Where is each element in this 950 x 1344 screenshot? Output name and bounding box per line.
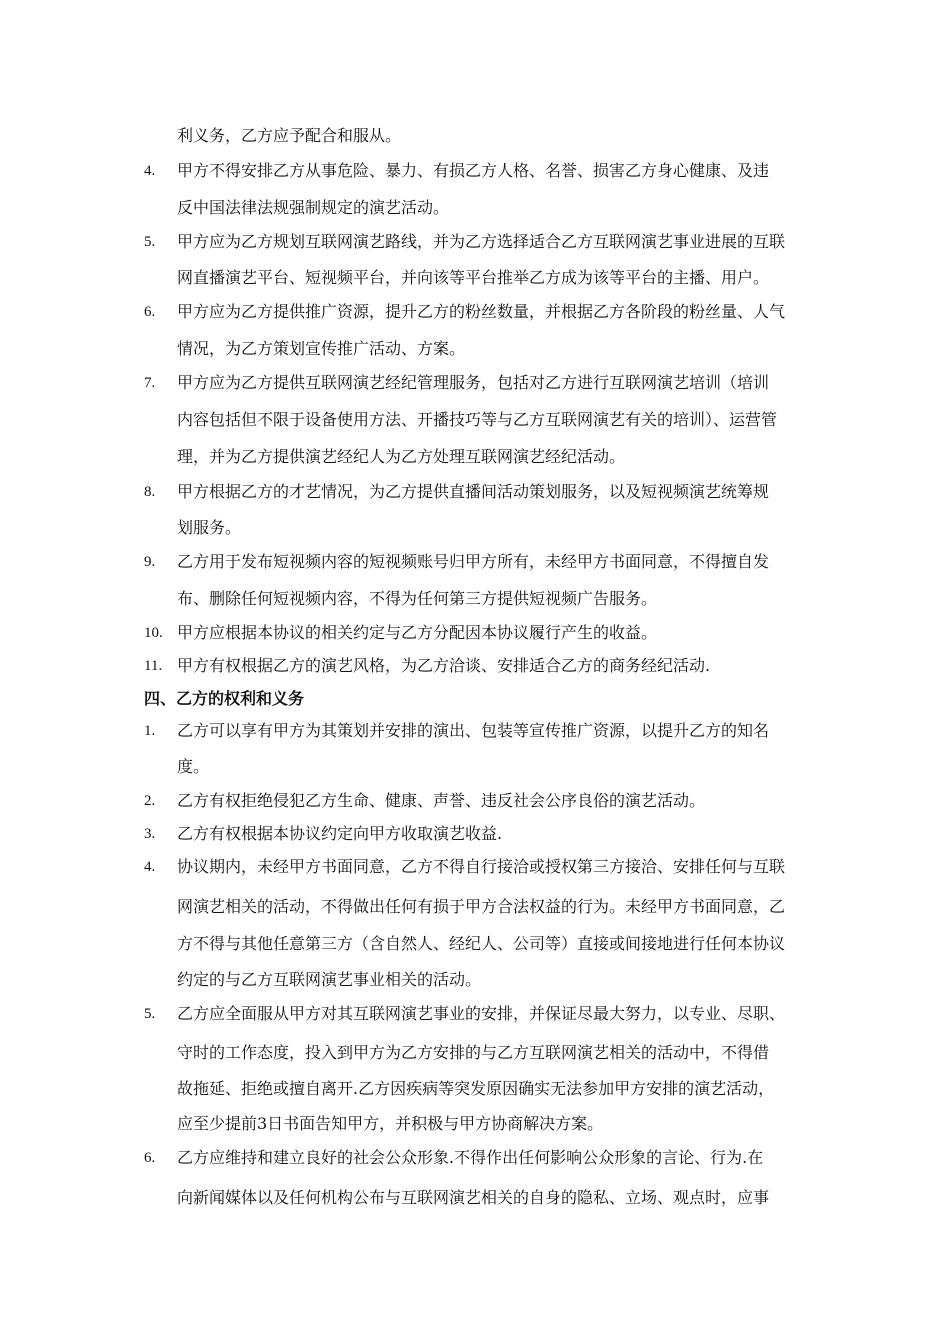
list-item-text: 度。	[177, 757, 210, 776]
list-item-number: 5.	[144, 234, 156, 250]
list-item-text: 约定的与乙方互联网演艺事业相关的活动。	[177, 970, 482, 989]
list-item-text: 故拖延、拒绝或擅自离开.乙方因疾病等突发原因确实无法参加甲方安排的演艺活动，	[177, 1079, 775, 1098]
list-item-text: 方不得与其他任意第三方（含自然人、经纪人、公司等）直接或间接地进行任何本协议	[177, 934, 786, 953]
list-item-number: 11.	[144, 658, 163, 674]
list-item-text: 甲方应为乙方提供推广资源，提升乙方的粉丝数量，并根据乙方各阶段的粉丝量、人气	[177, 302, 786, 321]
list-item-number: 2.	[144, 793, 156, 809]
list-item-text: 甲方应根据本协议的相关约定与乙方分配因本协议履行产生的收益。	[177, 623, 658, 642]
list-item-text: 应至少提前3日书面告知甲方，并积极与甲方协商解决方案。	[177, 1114, 604, 1133]
list-item-text: 乙方应维持和建立良好的社会公众形象.不得作出任何影响公众形象的言论、行为.在	[177, 1148, 764, 1167]
list-item-text: 乙方用于发布短视频内容的短视频账号归甲方所有，未经甲方书面同意，不得擅自发	[177, 552, 770, 571]
list-item-text: 内容包括但不限于设备使用方法、开播技巧等与乙方互联网演艺有关的培训）、运营管	[177, 410, 778, 429]
list-item-text: 协议期内，未经甲方书面同意，乙方不得自行接洽或授权第三方接洽、安排任何与互联	[177, 857, 786, 876]
list-item-number: 7.	[144, 375, 156, 391]
list-item-number: 8.	[144, 484, 156, 500]
list-item-number: 3.	[144, 826, 156, 842]
list-item-number: 10.	[144, 625, 163, 641]
list-item-text: 乙方可以享有甲方为其策划并安排的演出、包装等宣传推广资源，以提升乙方的知名	[177, 721, 770, 740]
list-item-text: 向新闻媒体以及任何机构公布与互联网演艺相关的自身的隐私、立场、观点时，应事	[177, 1188, 770, 1207]
list-item-text: 乙方应全面服从甲方对其互联网演艺事业的安排，并保证尽最大努力，以专业、尽职、	[177, 1004, 786, 1023]
list-item-text: 反中国法律法规强制规定的演艺活动。	[177, 198, 450, 217]
list-item-text: 甲方有权根据乙方的演艺风格，为乙方洽谈、安排适合乙方的商务经纪活动.	[177, 656, 711, 675]
list-item-text: 甲方应为乙方规划互联网演艺路线，并为乙方选择适合乙方互联网演艺事业进展的互联	[177, 232, 786, 251]
list-item-number: 4.	[144, 859, 156, 875]
list-item-text: 网演艺相关的活动，不得做出任何有损于甲方合法权益的行为。未经甲方书面同意，乙	[177, 897, 786, 916]
list-item-number: 6.	[144, 1150, 156, 1166]
section-heading: 四、乙方的权利和义务	[144, 689, 305, 708]
list-item-text: 守时的工作态度，投入到甲方为乙方安排的与乙方互联网演艺相关的活动中，不得借	[177, 1043, 770, 1062]
list-item-text: 网直播演艺平台、短视频平台，并向该等平台推举乙方成为该等平台的主播、用户。	[177, 268, 770, 287]
list-item-number: 6.	[144, 304, 156, 320]
continuation-text: 利义务，乙方应予配合和服从。	[177, 126, 402, 145]
list-item-text: 甲方应为乙方提供互联网演艺经纪管理服务，包括对乙方进行互联网演艺培训（培训	[177, 373, 770, 392]
list-item-text: 乙方有权根据本协议约定向甲方收取演艺收益.	[177, 824, 503, 843]
list-item-text: 乙方有权拒绝侵犯乙方生命、健康、声誉、违反社会公序良俗的演艺活动。	[177, 791, 706, 810]
list-item-text: 情况，为乙方策划宣传推广活动、方案。	[177, 339, 466, 358]
list-item-text: 划服务。	[177, 518, 242, 537]
list-item-number: 5.	[144, 1006, 156, 1022]
list-item-text: 布、删除任何短视频内容，不得为任何第三方提供短视频广告服务。	[177, 589, 658, 608]
list-item-number: 1.	[144, 723, 156, 739]
list-item-text: 甲方根据乙方的才艺情况，为乙方提供直播间活动策划服务，以及短视频演艺统筹规	[177, 482, 770, 501]
list-item-number: 9.	[144, 554, 156, 570]
list-item-number: 4.	[144, 163, 156, 179]
list-item-text: 甲方不得安排乙方从事危险、暴力、有损乙方人格、名誉、损害乙方身心健康、及违	[177, 161, 770, 180]
list-item-text: 理，并为乙方提供演艺经纪人为乙方处理互联网演艺经纪活动。	[177, 447, 626, 466]
